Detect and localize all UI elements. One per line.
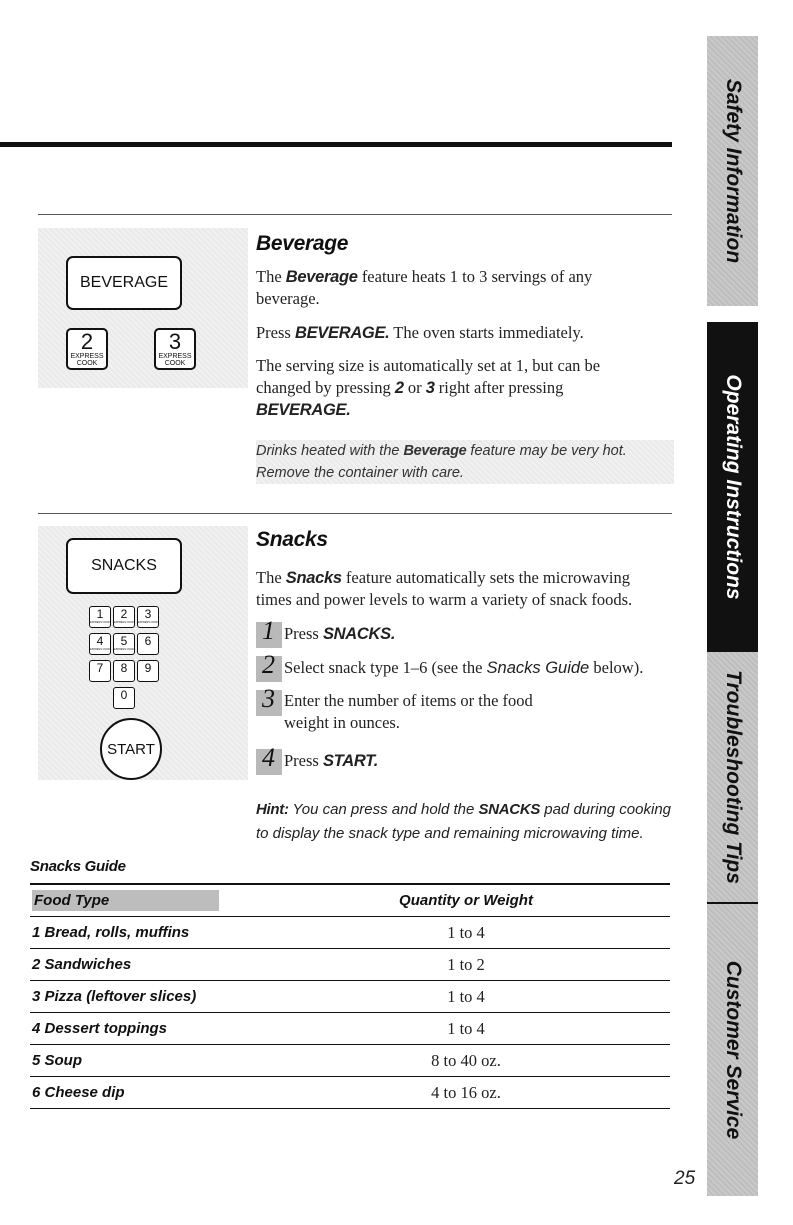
key-4: 4 EXPRESS COOK <box>89 633 111 655</box>
food-type-cell: 5 Soup <box>32 1052 83 1069</box>
key-6: 6 <box>137 633 159 655</box>
snacks-key: SNACKS <box>66 538 182 594</box>
table-row <box>30 1077 670 1109</box>
table-header-food-type: Food Type <box>30 884 262 917</box>
tab-customer-service[interactable] <box>707 904 758 1196</box>
beverage-key: BEVERAGE <box>66 256 182 310</box>
key-2: 2 EXPRESS COOK <box>113 606 135 628</box>
snacks-keypad-illustration <box>38 526 248 780</box>
snacks-guide-table <box>30 883 670 1109</box>
table-header-row <box>30 884 670 917</box>
snacks-step-4: 4 Press START. <box>256 749 676 775</box>
food-type-cell: 6 Cheese dip <box>32 1084 125 1101</box>
tab-label: Operating Instructions <box>721 374 745 600</box>
step-number: 2 <box>256 656 282 682</box>
key-0: 0 <box>113 687 135 709</box>
beverage-note: Drinks heated with the Beverage feature may be very hot. Remove the container with care. <box>256 440 674 484</box>
beverage-keypad-illustration <box>38 228 248 388</box>
page-number: 25 <box>674 1168 696 1189</box>
key-2: 2 EXPRESS COOK <box>66 328 108 370</box>
key-9: 9 <box>137 660 159 682</box>
step-number: 3 <box>256 690 282 716</box>
quantity-cell: 8 to 40 oz. <box>431 1050 501 1070</box>
beverage-title: Beverage <box>256 232 349 255</box>
food-type-cell: 2 Sandwiches <box>32 956 132 973</box>
quantity-cell: 1 to 4 <box>447 1018 485 1038</box>
tab-label: Safety Information <box>721 78 745 264</box>
snacks-step-1: 1 Press SNACKS. <box>256 622 676 648</box>
tab-troubleshooting-tips[interactable] <box>707 652 758 902</box>
quantity-cell: 1 to 4 <box>447 986 485 1006</box>
food-type-cell: 4 Dessert toppings <box>32 1020 168 1037</box>
snacks-step-2: 2 Select snack type 1–6 (see the Snacks Guide below). <box>256 656 676 682</box>
quantity-cell: 1 to 2 <box>447 954 485 974</box>
key-7: 7 <box>89 660 111 682</box>
key-1: 1 EXPRESS COOK <box>89 606 111 628</box>
tab-label: Troubleshooting Tips <box>721 670 745 884</box>
table-row <box>30 1013 670 1045</box>
step-number: 4 <box>256 749 282 775</box>
snacks-step-3: 3 Enter the number of items or the food weight in ounces. <box>256 690 546 734</box>
step-number: 1 <box>256 622 282 648</box>
start-key: START <box>100 718 162 780</box>
header-rule <box>0 142 672 147</box>
table-row <box>30 917 670 949</box>
section-divider <box>38 214 672 215</box>
beverage-paragraph-3: The serving size is automatically set at 1, but can be changed by pressing 2 or 3 right after pressing BEVERAGE. <box>256 356 601 419</box>
snacks-hint: Hint: You can press and hold the SNACKS pad during cooking to display the snack type and remaining microwaving time. <box>256 801 672 842</box>
snacks-paragraph-1: The Snacks feature automatically sets the microwaving times and power levels to warm a variety of snack foods. <box>256 568 633 609</box>
key-3: 3 EXPRESS COOK <box>154 328 196 370</box>
tab-operating-instructions[interactable] <box>707 322 758 652</box>
quantity-cell: 1 to 4 <box>447 922 485 942</box>
table-row <box>30 981 670 1013</box>
table-header-quantity: Quantity or Weight <box>399 892 533 909</box>
key-3: 3 EXPRESS COOK <box>137 606 159 628</box>
table-row <box>30 949 670 981</box>
beverage-paragraph-1: The Beverage feature heats 1 to 3 servings of any beverage. <box>256 267 593 308</box>
snacks-title: Snacks <box>256 528 328 551</box>
quantity-cell: 4 to 16 oz. <box>431 1082 501 1102</box>
food-type-cell: 3 Pizza (leftover slices) <box>32 988 197 1005</box>
section-divider <box>38 513 672 514</box>
snacks-guide-title: Snacks Guide <box>30 858 126 875</box>
tab-label: Customer Service <box>721 960 745 1140</box>
tab-safety-information[interactable] <box>707 36 758 306</box>
key-5: 5 EXPRESS COOK <box>113 633 135 655</box>
beverage-paragraph-2: Press BEVERAGE. The oven starts immediately. <box>256 323 584 342</box>
table-row <box>30 1045 670 1077</box>
food-type-cell: 1 Bread, rolls, muffins <box>32 924 190 941</box>
key-8: 8 <box>113 660 135 682</box>
